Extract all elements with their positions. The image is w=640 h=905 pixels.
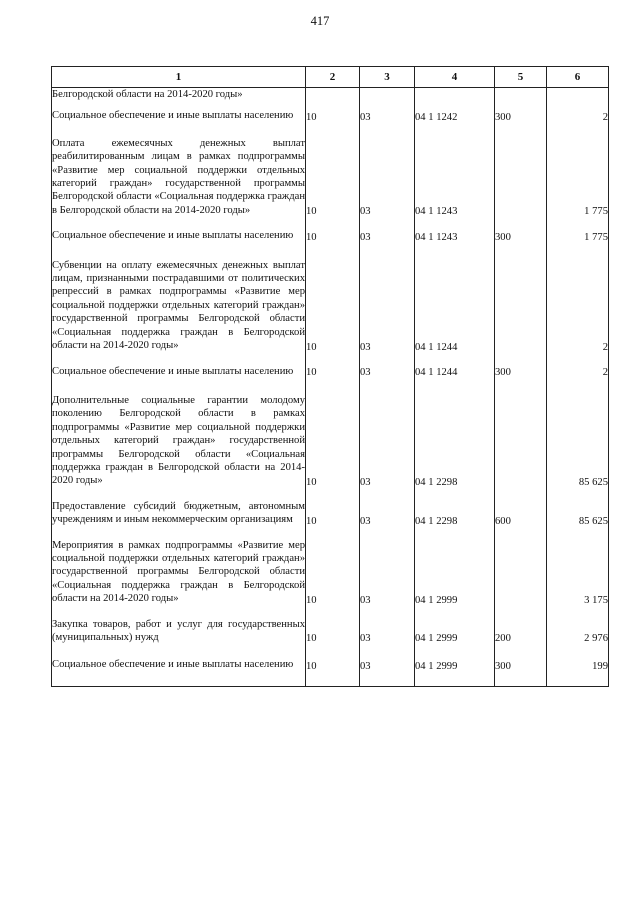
amount (547, 88, 609, 106)
amount: 1 775 (547, 137, 609, 229)
budget-table (51, 66, 609, 687)
section-code: 10 (306, 658, 360, 686)
row-name: Дополнительные социальные гарантии молодому поколению Белгородской области в рамках подпрограммы «Развитие мер социальной поддержки отдельных категорий граждан» государственной программы Белгородской области «Социальная поддержка граждан в Белгородской области на 2014-2020 годы» (52, 394, 306, 500)
section-code: 10 (306, 539, 360, 618)
row-name: Предоставление субсидий бюджетным, автономным учреждениям и иным некоммерческим организациям (52, 500, 306, 539)
target-article: 04 1 2999 (415, 539, 495, 618)
amount: 85 625 (547, 394, 609, 500)
target-article: 04 1 2298 (415, 394, 495, 500)
subsection-code: 03 (360, 539, 415, 618)
subsection-code: 03 (360, 500, 415, 539)
row-name: Социальное обеспечение и иные выплаты населению (52, 105, 306, 136)
column-header: 5 (495, 67, 547, 88)
amount: 1 775 (547, 229, 609, 258)
target-article: 04 1 1244 (415, 259, 495, 365)
amount: 2 976 (547, 618, 609, 659)
amount: 2 (547, 365, 609, 394)
section-code: 10 (306, 229, 360, 258)
row-name: Белгородской области на 2014-2020 годы» (52, 88, 306, 106)
table-row (52, 259, 609, 365)
column-header: 4 (415, 67, 495, 88)
table-row (52, 500, 609, 539)
section-code: 10 (306, 394, 360, 500)
row-name: Мероприятия в рамках подпрограммы «Развитие мер социальной поддержки отдельных категорий граждан» государственной программы Белгородской области «Социальная поддержка граждан в Белгородской области на 2014-2020 годы» (52, 539, 306, 618)
table-row (52, 105, 609, 136)
row-name: Закупка товаров, работ и услуг для государственных (муниципальных) нужд (52, 618, 306, 659)
target-article: 04 1 1244 (415, 365, 495, 394)
amount: 199 (547, 658, 609, 686)
section-code: 10 (306, 105, 360, 136)
expense-type (495, 137, 547, 229)
column-header: 6 (547, 67, 609, 88)
target-article: 04 1 2999 (415, 618, 495, 659)
column-header: 1 (52, 67, 306, 88)
section-code: 10 (306, 137, 360, 229)
subsection-code: 03 (360, 259, 415, 365)
target-article: 04 1 1243 (415, 229, 495, 258)
expense-type (495, 539, 547, 618)
expense-type: 300 (495, 105, 547, 136)
amount: 2 (547, 105, 609, 136)
target-article: 04 1 1243 (415, 137, 495, 229)
subsection-code: 03 (360, 618, 415, 659)
target-article (415, 88, 495, 106)
section-code (306, 88, 360, 106)
expense-type (495, 88, 547, 106)
table-row (52, 365, 609, 394)
subsection-code: 03 (360, 105, 415, 136)
expense-type: 300 (495, 229, 547, 258)
target-article: 04 1 2298 (415, 500, 495, 539)
subsection-code: 03 (360, 365, 415, 394)
row-name: Социальное обеспечение и иные выплаты населению (52, 658, 306, 686)
subsection-code: 03 (360, 658, 415, 686)
table-row (52, 658, 609, 686)
row-name: Социальное обеспечение и иные выплаты населению (52, 365, 306, 394)
section-code: 10 (306, 365, 360, 394)
column-header: 3 (360, 67, 415, 88)
section-code: 10 (306, 259, 360, 365)
amount: 2 (547, 259, 609, 365)
expense-type: 600 (495, 500, 547, 539)
section-code: 10 (306, 500, 360, 539)
table-row (52, 539, 609, 618)
expense-type: 300 (495, 365, 547, 394)
page-number: 417 (310, 14, 330, 28)
row-name: Субвенции на оплату ежемесячных денежных выплат лицам, признанными пострадавшими от политических репрессий в рамках подпрограммы «Развитие мер социальной поддержки отдельных категорий граждан» государственной программы Белгородской области «Социальная поддержка граждан в Белгородской области на 2014-2020 годы» (52, 259, 306, 365)
amount: 85 625 (547, 500, 609, 539)
expense-type: 200 (495, 618, 547, 659)
expense-type (495, 394, 547, 500)
expense-type: 300 (495, 658, 547, 686)
amount: 3 175 (547, 539, 609, 618)
table-row (52, 137, 609, 229)
target-article: 04 1 1242 (415, 105, 495, 136)
subsection-code (360, 88, 415, 106)
target-article: 04 1 2999 (415, 658, 495, 686)
column-header: 2 (306, 67, 360, 88)
table-row (52, 618, 609, 659)
table-row (52, 88, 609, 106)
subsection-code: 03 (360, 229, 415, 258)
header-row (52, 67, 609, 88)
expense-type (495, 259, 547, 365)
subsection-code: 03 (360, 137, 415, 229)
table-row (52, 394, 609, 500)
section-code: 10 (306, 618, 360, 659)
subsection-code: 03 (360, 394, 415, 500)
row-name: Оплата ежемесячных денежных выплат реабилитированным лицам в рамках подпрограммы «Развитие мер социальной поддержки отдельных категорий граждан» государственной программы Белгородской области «Социальная поддержка граждан в Белгородской области на 2014-2020 годы» (52, 137, 306, 229)
row-name: Социальное обеспечение и иные выплаты населению (52, 229, 306, 258)
table-row (52, 229, 609, 258)
